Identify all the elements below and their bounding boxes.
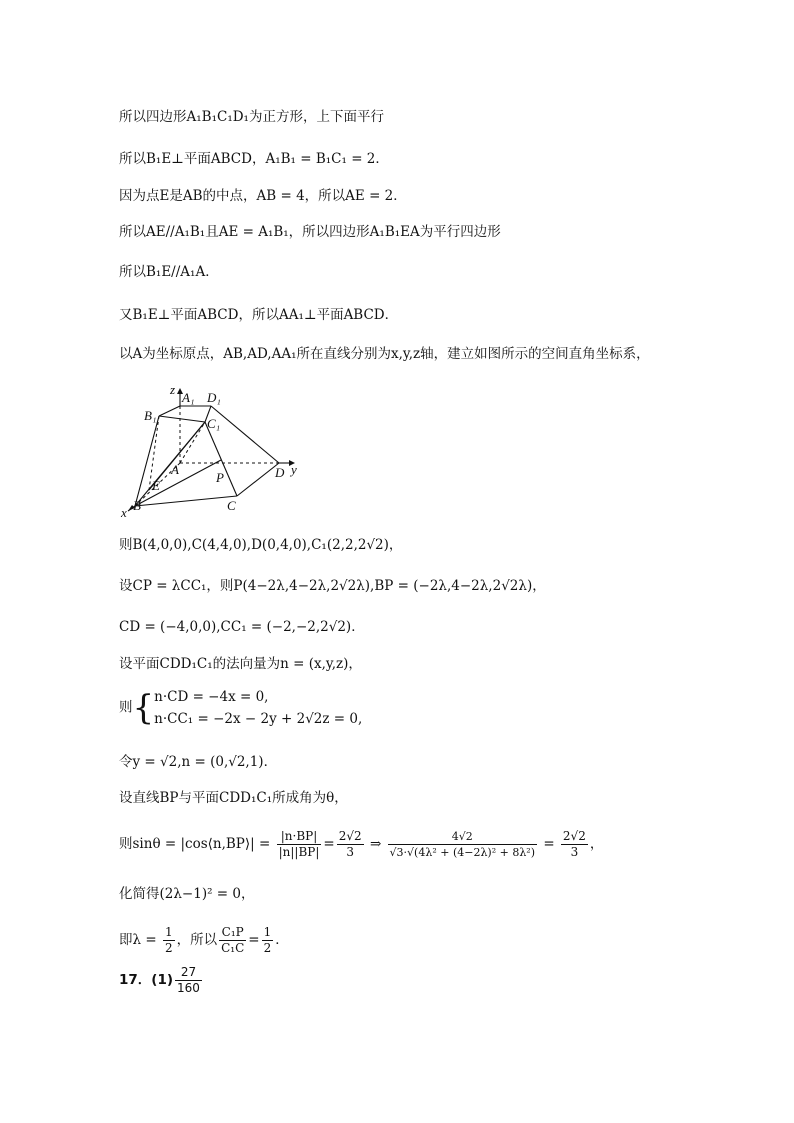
fraction-1 — [277, 829, 322, 860]
edge-CD — [237, 463, 279, 496]
fraction-2 — [337, 829, 364, 860]
fraction-4 — [561, 829, 588, 860]
text-line-1: 所以四边形A₁B₁C₁D₁为正方形，上下面平行 — [119, 109, 384, 125]
text-line-3: 因为点E是AB的中点，AB = 4，所以AE = 2． — [119, 188, 407, 204]
text-line-10: CD = (−4,0,0),CC₁ = (−2,−2,2√2)． — [119, 619, 365, 635]
fraction-ratio — [219, 925, 246, 956]
l17-c: = — [248, 932, 260, 948]
fraction-3-num: 4√2 — [388, 829, 537, 845]
fraction-2-den: 3 — [346, 845, 354, 859]
text-line-13: 令y = √2,n = (0,√2,1)． — [119, 754, 278, 770]
label-A1: A₁ — [182, 390, 195, 405]
fraction-1-den: |n||BP| — [278, 845, 320, 859]
implies-arrow: ⇒ — [369, 836, 382, 852]
sin-lhs: 则sinθ = |cos⟨n,BP⟩| = — [119, 836, 271, 852]
label-A: A — [171, 462, 179, 477]
text-line-2: 所以B₁E⊥平面ABCD，A₁B₁ = B₁C₁ = 2． — [119, 151, 389, 167]
text-line-15: 则sinθ = |cos⟨n,BP⟩| = $\frac{|n\cdot BP|}{|n||BP|}$ = $\frac{2√2}{3}$ ⇒ $\frac{4√2}{\text{√3·√(4λ² + (4−2λ)² + 8λ²)}}$ = $\frac{2√2}{3}$ ， — [119, 829, 604, 859]
edge-AC1 — [180, 422, 205, 463]
system-row-2: n·CC₁ = −2x − 2y + 2√2z = 0, — [154, 711, 363, 727]
fraction-half-den: 2 — [263, 941, 272, 955]
answer-fraction — [175, 965, 202, 996]
text-line-7: 以A为坐标原点，AB,AD,AA₁所在直线分别为x,y,z轴，建立如图所示的空间直角坐标系， — [119, 346, 650, 362]
fraction-3 — [388, 829, 537, 860]
label-C: C — [227, 498, 236, 513]
edge-B1C1 — [159, 416, 205, 422]
ze-prefix: 则 — [119, 699, 133, 716]
fraction-2-num: 2√2 — [338, 829, 362, 843]
system-rows — [154, 686, 362, 730]
text-line-8: 则B(4,0,0),C(4,4,0),D(0,4,0),C₁(2,2,2√2)， — [119, 537, 403, 553]
question-17-answer — [119, 962, 204, 998]
fraction-4-den: 3 — [570, 845, 579, 859]
text-line-6: 又B₁E⊥平面ABCD，所以AA₁⊥平面ABCD． — [119, 307, 399, 323]
fraction-3-den: √3·√(4λ² + (4−2λ)² + 8λ²) — [389, 846, 536, 859]
fraction-4-num: 2√2 — [562, 829, 586, 843]
question-label: 17．(1) — [119, 972, 174, 988]
fraction-ratio-num: C₁P — [219, 925, 246, 941]
label-x: x — [121, 505, 127, 518]
coordinate-figure — [115, 378, 315, 518]
text-line-11: 设平面CDD₁C₁的法向量为n = (x,y,z)， — [119, 656, 362, 672]
text-line-5: 所以B₁E//A₁A． — [119, 264, 219, 280]
fraction-ratio-den: C₁C — [221, 941, 245, 955]
text-line-4: 所以AE//A₁B₁且AE = A₁B₁，所以四边形A₁B₁EA为平行四边形 — [119, 224, 501, 240]
l17-b: ，所以 — [176, 932, 218, 948]
fraction-1-num: |n·BP| — [277, 829, 322, 845]
text-line-17 — [119, 920, 289, 960]
label-D: D — [275, 465, 285, 480]
label-C1: C₁ — [207, 416, 221, 431]
label-P: P — [216, 470, 224, 485]
label-z: z — [170, 382, 176, 397]
equals-sign: = — [543, 836, 555, 852]
fraction-half-num: 1 — [263, 925, 272, 939]
label-B: B — [133, 498, 141, 513]
label-y: y — [291, 462, 297, 477]
edge-B1A1 — [159, 406, 180, 416]
fraction-lambda-num: 1 — [164, 925, 173, 939]
l17-a: 即λ = — [119, 932, 157, 948]
answer-num: 27 — [175, 965, 202, 981]
brace: { — [132, 688, 155, 728]
line-15-end: ， — [589, 836, 604, 852]
fraction-lambda — [163, 925, 175, 956]
text-line-14: 设直线BP与平面CDD₁C₁所成角为θ， — [119, 790, 348, 806]
label-B1: B₁ — [144, 408, 157, 423]
label-D1: D₁ — [207, 390, 221, 405]
equation-system — [119, 686, 362, 730]
edge-D1D — [211, 406, 279, 463]
l17-d: ． — [275, 932, 289, 948]
answer-den: 160 — [177, 980, 200, 995]
fraction-half — [262, 925, 274, 956]
label-E: E — [152, 478, 160, 493]
text-line-16: 化简得(2λ−1)² = 0， — [119, 886, 255, 902]
text-line-9: 设CP = λCC₁，则P(4−2λ,4−2λ,2√2λ),BP = (−2λ,4−2λ,2√2λ)， — [119, 578, 546, 594]
system-row-1: n·CD = −4x = 0, — [154, 689, 269, 705]
fraction-lambda-den: 2 — [164, 941, 173, 955]
